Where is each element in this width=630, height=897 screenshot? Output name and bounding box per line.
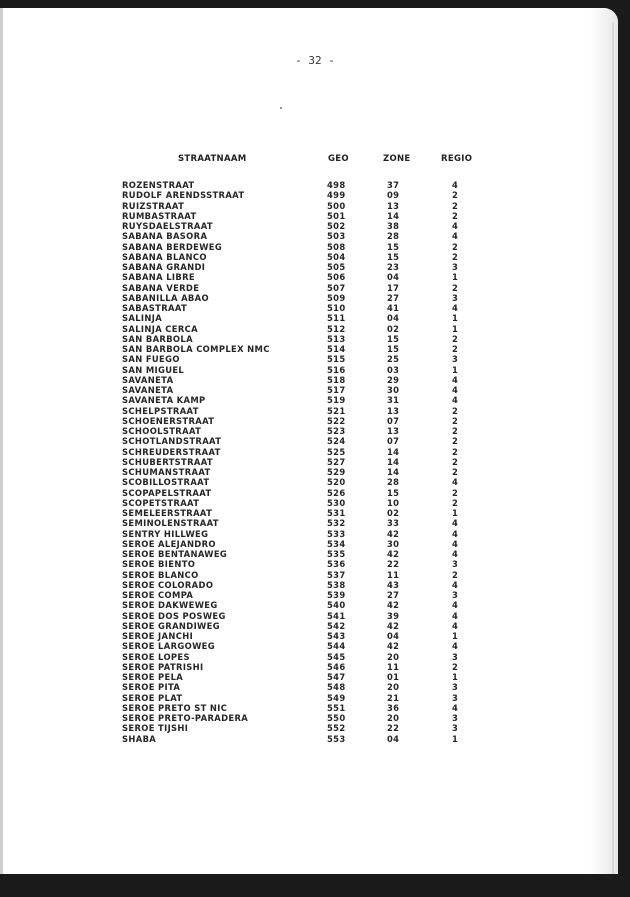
regio-cell: 1 — [452, 631, 459, 641]
street-name-cell: SEMELEERSTRAAT — [122, 508, 213, 518]
zone-cell: 04 — [387, 272, 400, 283]
street-name-cell: SEROE LOPES — [122, 651, 190, 662]
street-name-cell: SABANA LIBRE — [122, 272, 195, 283]
zone-cell: 25 — [387, 354, 400, 365]
geo-cell: 523 — [327, 426, 346, 436]
street-name-cell: SEROE COLORADO — [122, 579, 214, 590]
geo-cell: 533 — [327, 528, 346, 539]
regio-cell: 2 — [452, 251, 459, 262]
table-row — [0, 283, 630, 293]
regio-cell: 4 — [452, 538, 459, 549]
table-row — [0, 590, 630, 600]
regio-cell: 4 — [452, 579, 459, 590]
regio-cell: 1 — [452, 323, 459, 334]
regio-cell: 1 — [452, 313, 459, 324]
table-row — [0, 416, 630, 426]
regio-cell: 2 — [452, 190, 459, 201]
regio-cell: 4 — [452, 610, 459, 621]
geo-cell: 507 — [327, 282, 346, 293]
geo-cell: 514 — [327, 344, 346, 354]
regio-cell: 2 — [452, 333, 459, 344]
table-row — [0, 518, 630, 528]
regio-cell: 4 — [452, 395, 459, 406]
street-name-cell: SABASTRAAT — [122, 303, 188, 313]
zone-cell: 29 — [387, 374, 400, 385]
geo-cell: 551 — [327, 702, 346, 713]
street-name-cell: SENTRY HILLWEG — [122, 528, 209, 539]
geo-cell: 535 — [327, 549, 346, 559]
zone-cell: 20 — [387, 682, 400, 693]
geo-cell: 519 — [327, 395, 346, 406]
zone-cell: 14 — [387, 467, 400, 477]
zone-cell: 11 — [387, 661, 400, 672]
geo-cell: 552 — [327, 723, 346, 734]
street-name-cell: SABANA GRANDI — [122, 262, 206, 272]
regio-cell: 2 — [452, 200, 459, 211]
geo-cell: 505 — [327, 262, 346, 272]
table-row — [0, 324, 630, 334]
zone-cell: 02 — [387, 508, 400, 518]
zone-cell: 30 — [387, 538, 400, 549]
regio-cell: 3 — [452, 262, 459, 272]
header-geo: GEO — [328, 154, 349, 164]
table-row — [0, 365, 630, 375]
header-zone: ZONE — [383, 154, 411, 164]
zone-cell: 15 — [387, 251, 400, 262]
geo-cell: 548 — [327, 682, 346, 693]
geo-cell: 543 — [327, 631, 346, 641]
street-name-cell: SEROE PLAT — [122, 692, 183, 703]
table-row — [0, 334, 630, 344]
geo-cell: 539 — [327, 590, 346, 600]
geo-cell: 530 — [327, 497, 346, 508]
regio-cell: 3 — [452, 682, 459, 693]
page-number: - 32 - — [295, 54, 335, 67]
regio-cell: 3 — [452, 651, 459, 662]
geo-cell: 534 — [327, 538, 346, 549]
street-name-cell: SEROE LARGOWEG — [122, 641, 215, 652]
speck — [280, 107, 282, 109]
zone-cell: 41 — [387, 303, 400, 313]
street-name-cell: SALINJA CERCA — [122, 323, 198, 334]
geo-cell: 545 — [327, 651, 346, 662]
street-name-cell: SALINJA — [122, 313, 163, 324]
zone-cell: 22 — [387, 723, 400, 734]
zone-cell: 20 — [387, 651, 400, 662]
table-row — [0, 426, 630, 436]
regio-cell: 4 — [452, 385, 459, 395]
regio-cell: 2 — [452, 446, 459, 457]
regio-cell: 2 — [452, 456, 459, 467]
regio-cell: 3 — [452, 692, 459, 703]
zone-cell: 22 — [387, 559, 400, 570]
table-row — [0, 242, 630, 252]
geo-cell: 524 — [327, 436, 346, 447]
table-row — [0, 570, 630, 580]
geo-cell: 550 — [327, 713, 346, 723]
geo-cell: 502 — [327, 221, 346, 231]
table-row — [0, 549, 630, 559]
street-name-cell: SAN FUEGO — [122, 354, 180, 365]
table-row — [0, 734, 630, 744]
geo-cell: 517 — [327, 385, 346, 395]
zone-cell: 33 — [387, 518, 400, 529]
street-name-cell: SEROE PITA — [122, 682, 181, 693]
geo-cell: 525 — [327, 446, 346, 457]
regio-cell: 2 — [452, 344, 459, 354]
table-header — [0, 154, 630, 168]
table-row — [0, 272, 630, 282]
geo-cell: 510 — [327, 303, 346, 313]
regio-cell: 2 — [452, 282, 459, 293]
table-row — [0, 682, 630, 692]
regio-cell: 1 — [452, 508, 459, 518]
zone-cell: 36 — [387, 702, 400, 713]
zone-cell: 15 — [387, 344, 400, 354]
table-row — [0, 211, 630, 221]
table-row — [0, 631, 630, 641]
street-name-cell: SEROE BENTANAWEG — [122, 549, 228, 559]
zone-cell: 04 — [387, 733, 400, 744]
zone-cell: 07 — [387, 415, 400, 426]
table-row — [0, 201, 630, 211]
street-name-cell: SAN BARBOLA COMPLEX NMC — [122, 344, 270, 354]
street-name-cell: SEROE PELA — [122, 672, 184, 682]
street-name-cell: SABANA VERDE — [122, 282, 200, 293]
header-straatnaam: STRAATNAAM — [178, 154, 247, 164]
street-name-cell: SEROE PATRISHI — [122, 661, 204, 672]
regio-cell: 2 — [452, 497, 459, 508]
table-row — [0, 703, 630, 713]
geo-cell: 522 — [327, 415, 346, 426]
zone-cell: 09 — [387, 190, 400, 201]
street-name-cell: SEROE BLANCO — [122, 569, 199, 580]
zone-cell: 15 — [387, 487, 400, 498]
zone-cell: 28 — [387, 231, 400, 242]
zone-cell: 04 — [387, 313, 400, 324]
table-row — [0, 262, 630, 272]
street-name-cell: SEROE ALEJANDRO — [122, 538, 216, 549]
table-row — [0, 600, 630, 610]
street-name-cell: SCOPAPELSTRAAT — [122, 487, 212, 498]
table-row — [0, 498, 630, 508]
street-name-cell: SCHUBERTSTRAAT — [122, 456, 213, 467]
street-name-cell: SEROE PRETO-PARADERA — [122, 713, 249, 723]
street-name-cell: SEROE DAKWEWEG — [122, 600, 218, 611]
table-row — [0, 303, 630, 313]
geo-cell: 521 — [327, 405, 346, 416]
table-row — [0, 395, 630, 405]
zone-cell: 42 — [387, 620, 400, 631]
table-row — [0, 406, 630, 416]
regio-cell: 1 — [452, 272, 459, 283]
geo-cell: 500 — [327, 200, 346, 211]
zone-cell: 14 — [387, 210, 400, 221]
zone-cell: 27 — [387, 590, 400, 600]
table-row — [0, 641, 630, 651]
street-name-cell: SEROE DOS POSWEG — [122, 610, 226, 621]
geo-cell: 526 — [327, 487, 346, 498]
regio-cell: 4 — [452, 180, 459, 190]
geo-cell: 527 — [327, 456, 346, 467]
table-row — [0, 477, 630, 487]
geo-cell: 549 — [327, 692, 346, 703]
street-name-cell: SEROE JANCHI — [122, 631, 194, 641]
regio-cell: 4 — [452, 221, 459, 231]
regio-cell: 4 — [452, 641, 459, 652]
table-row — [0, 672, 630, 682]
zone-cell: 11 — [387, 569, 400, 580]
geo-cell: 531 — [327, 508, 346, 518]
regio-cell: 2 — [452, 415, 459, 426]
zone-cell: 07 — [387, 436, 400, 447]
regio-cell: 4 — [452, 549, 459, 559]
regio-cell: 2 — [452, 436, 459, 447]
table-row — [0, 693, 630, 703]
geo-cell: 504 — [327, 251, 346, 262]
street-name-cell: RUMBASTRAAT — [122, 210, 197, 221]
street-name-cell: SCHUMANSTRAAT — [122, 467, 211, 477]
geo-cell: 536 — [327, 559, 346, 570]
regio-cell: 4 — [452, 303, 459, 313]
street-name-cell: SAVANETA KAMP — [122, 395, 206, 406]
street-name-cell: SABANA BLANCO — [122, 251, 207, 262]
street-name-cell: SEROE BIENTO — [122, 559, 196, 570]
regio-cell: 4 — [452, 600, 459, 611]
zone-cell: 03 — [387, 364, 400, 375]
geo-cell: 537 — [327, 569, 346, 580]
zone-cell: 15 — [387, 241, 400, 252]
geo-cell: 511 — [327, 313, 346, 324]
geo-cell: 529 — [327, 467, 346, 477]
table-row — [0, 621, 630, 631]
zone-cell: 42 — [387, 528, 400, 539]
table-row — [0, 447, 630, 457]
zone-cell: 14 — [387, 456, 400, 467]
table-row — [0, 467, 630, 477]
geo-cell: 546 — [327, 661, 346, 672]
zone-cell: 27 — [387, 292, 400, 303]
regio-cell: 4 — [452, 528, 459, 539]
street-name-cell: SCHELPSTRAAT — [122, 405, 199, 416]
zone-cell: 04 — [387, 631, 400, 641]
geo-cell: 538 — [327, 579, 346, 590]
zone-cell: 14 — [387, 446, 400, 457]
table-row — [0, 559, 630, 569]
geo-cell: 515 — [327, 354, 346, 365]
regio-cell: 4 — [452, 477, 459, 488]
table-row — [0, 508, 630, 518]
regio-cell: 1 — [452, 364, 459, 375]
geo-cell: 516 — [327, 364, 346, 375]
table-row — [0, 354, 630, 364]
street-name-cell: SCHOOLSTRAAT — [122, 426, 202, 436]
table-row — [0, 611, 630, 621]
table-row — [0, 221, 630, 231]
zone-cell: 37 — [387, 180, 400, 190]
street-name-cell: SHABA — [122, 733, 157, 744]
regio-cell: 2 — [452, 661, 459, 672]
table-row — [0, 539, 630, 549]
regio-cell: 2 — [452, 241, 459, 252]
table-row — [0, 436, 630, 446]
zone-cell: 39 — [387, 610, 400, 621]
street-name-cell: RUDOLF ARENDSSTRAAT — [122, 190, 245, 201]
geo-cell: 542 — [327, 620, 346, 631]
street-name-cell: SAVANETA — [122, 385, 174, 395]
table-row — [0, 713, 630, 723]
zone-cell: 43 — [387, 579, 400, 590]
street-name-cell: SEROE COMPA — [122, 590, 194, 600]
regio-cell: 3 — [452, 559, 459, 570]
geo-cell: 509 — [327, 292, 346, 303]
geo-cell: 506 — [327, 272, 346, 283]
regio-cell: 2 — [452, 405, 459, 416]
geo-cell: 540 — [327, 600, 346, 611]
regio-cell: 4 — [452, 518, 459, 529]
zone-cell: 13 — [387, 405, 400, 416]
regio-cell: 2 — [452, 487, 459, 498]
regio-cell: 2 — [452, 467, 459, 477]
street-name-cell: SAN MIGUEL — [122, 364, 185, 375]
table-row — [0, 457, 630, 467]
geo-cell: 520 — [327, 477, 346, 488]
zone-cell: 38 — [387, 221, 400, 231]
regio-cell: 3 — [452, 292, 459, 303]
geo-cell: 541 — [327, 610, 346, 621]
table-row — [0, 231, 630, 241]
table-row — [0, 662, 630, 672]
street-name-cell: SEMINOLENSTRAAT — [122, 518, 219, 529]
regio-cell: 3 — [452, 590, 459, 600]
street-name-cell: SABANILLA ABAO — [122, 292, 209, 303]
street-name-cell: SEROE PRETO ST NIC — [122, 702, 228, 713]
street-name-cell: SCOPETSTRAAT — [122, 497, 200, 508]
zone-cell: 31 — [387, 395, 400, 406]
zone-cell: 15 — [387, 333, 400, 344]
street-name-cell: SAVANETA — [122, 374, 174, 385]
street-name-cell: RUIZSTRAAT — [122, 200, 185, 211]
zone-cell: 13 — [387, 200, 400, 211]
table-row — [0, 180, 630, 190]
geo-cell: 501 — [327, 210, 346, 221]
geo-cell: 518 — [327, 374, 346, 385]
zone-cell: 21 — [387, 692, 400, 703]
street-name-cell: SCHOTLANDSTRAAT — [122, 436, 222, 447]
regio-cell: 3 — [452, 723, 459, 734]
regio-cell: 1 — [452, 672, 459, 682]
regio-cell: 4 — [452, 702, 459, 713]
table-row — [0, 344, 630, 354]
street-name-cell: SABANA BERDEWEG — [122, 241, 223, 252]
regio-cell: 4 — [452, 620, 459, 631]
regio-cell: 2 — [452, 426, 459, 436]
table-row — [0, 313, 630, 323]
geo-cell: 532 — [327, 518, 346, 529]
table-row — [0, 529, 630, 539]
zone-cell: 17 — [387, 282, 400, 293]
zone-cell: 10 — [387, 497, 400, 508]
regio-cell: 2 — [452, 569, 459, 580]
regio-cell: 4 — [452, 231, 459, 242]
street-name-cell: SCHREUDERSTRAAT — [122, 446, 221, 457]
zone-cell: 42 — [387, 549, 400, 559]
table-row — [0, 723, 630, 733]
table-row — [0, 293, 630, 303]
street-name-cell: SCOBILLOSTRAAT — [122, 477, 210, 488]
regio-cell: 3 — [452, 354, 459, 365]
zone-cell: 23 — [387, 262, 400, 272]
street-table — [0, 180, 630, 744]
geo-cell: 508 — [327, 241, 346, 252]
geo-cell: 544 — [327, 641, 346, 652]
street-name-cell: ROZENSTRAAT — [122, 180, 195, 190]
geo-cell: 498 — [327, 180, 346, 190]
table-row — [0, 652, 630, 662]
geo-cell: 547 — [327, 672, 346, 682]
zone-cell: 28 — [387, 477, 400, 488]
street-name-cell: SABANA BASORA — [122, 231, 208, 242]
street-name-cell: SEROE TIJSHI — [122, 723, 189, 734]
zone-cell: 42 — [387, 641, 400, 652]
regio-cell: 3 — [452, 713, 459, 723]
geo-cell: 499 — [327, 190, 346, 201]
table-row — [0, 385, 630, 395]
regio-cell: 2 — [452, 210, 459, 221]
geo-cell: 503 — [327, 231, 346, 242]
zone-cell: 02 — [387, 323, 400, 334]
geo-cell: 512 — [327, 323, 346, 334]
regio-cell: 4 — [452, 374, 459, 385]
zone-cell: 30 — [387, 385, 400, 395]
street-name-cell: SCHOENERSTRAAT — [122, 415, 215, 426]
street-name-cell: SAN BARBOLA — [122, 333, 193, 344]
table-row — [0, 252, 630, 262]
zone-cell: 42 — [387, 600, 400, 611]
street-name-cell: SEROE GRANDIWEG — [122, 620, 220, 631]
geo-cell: 513 — [327, 333, 346, 344]
table-row — [0, 488, 630, 498]
header-regio: REGIO — [441, 154, 473, 164]
zone-cell: 20 — [387, 713, 400, 723]
table-row — [0, 580, 630, 590]
table-row — [0, 190, 630, 200]
table-row — [0, 375, 630, 385]
zone-cell: 13 — [387, 426, 400, 436]
street-name-cell: RUYSDAELSTRAAT — [122, 221, 213, 231]
regio-cell: 1 — [452, 733, 459, 744]
geo-cell: 553 — [327, 733, 346, 744]
zone-cell: 01 — [387, 672, 400, 682]
